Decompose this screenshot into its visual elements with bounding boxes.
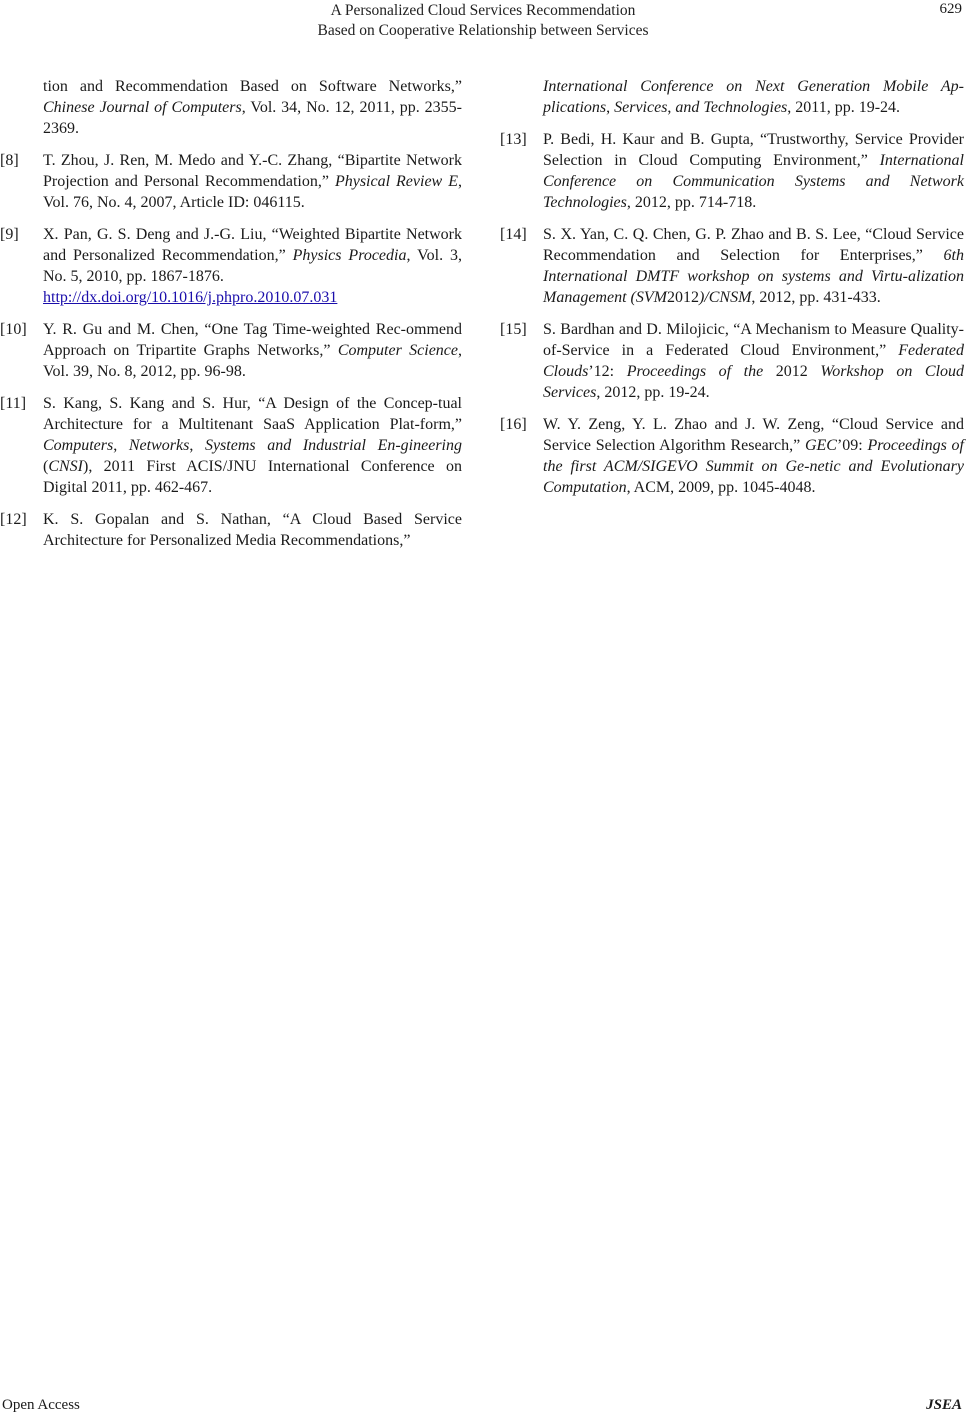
page-number: 629 bbox=[939, 1, 962, 17]
reference-16: [16] W. Y. Zeng, Y. L. Zhao and J. W. Zeng, “Cloud Service and Service Selection Algorithm Research,” GEC’09: Proceedings of the first ACM/SIGEVO Summit on Ge-netic and Evolutionary Computation, ACM, 2009, pp. 1045-4048. bbox=[500, 416, 964, 496]
reference-13: [13] P. Bedi, H. Kaur and B. Gupta, “Trustworthy, Service Provider Selection in Cloud Computing Environment,” International Conference on Communication Systems and Network Technologies, 2012, pp. 714-718. bbox=[500, 131, 964, 211]
running-title-line-2: Based on Cooperative Relationship between Services bbox=[317, 22, 649, 39]
reference-12-continuation: International Conference on Next Generation Mobile Ap-plications, Services, and Technologies, 2011, pp. 19-24. bbox=[543, 78, 964, 116]
reference-number: [16] bbox=[500, 416, 527, 433]
reference-9: [9] X. Pan, G. S. Deng and J.-G. Liu, “Weighted Bipartite Network and Personalized Recommendation,” Physics Procedia, Vol. 3, No. 5, 2010, pp. 1867-1876. http://dx.doi.org/10.1016/j.phpro.2010.07.031 bbox=[0, 226, 462, 306]
reference-number: [13] bbox=[500, 131, 527, 148]
reference-number: [10] bbox=[0, 321, 27, 338]
reference-number: [8] bbox=[0, 152, 19, 169]
reference-15: [15] S. Bardhan and D. Milojicic, “A Mechanism to Measure Quality-of-Service in a Federated Cloud Environment,” Federated Clouds’12: Proceedings of the 2012 Workshop on Cloud Services, 2012, pp. 19-24. bbox=[500, 321, 965, 401]
reference-continuation: tion and Recommendation Based on Software Networks,” Chinese Journal of Computers, Vol. 34, No. 12, 2011, pp. 2355-2369. bbox=[43, 78, 462, 137]
reference-number: [11] bbox=[0, 395, 27, 412]
reference-12: [12] K. S. Gopalan and S. Nathan, “A Cloud Based Service Architecture for Personalized Media Recommendations,” bbox=[0, 511, 462, 549]
reference-14: [14] S. X. Yan, C. Q. Chen, G. P. Zhao and B. S. Lee, “Cloud Service Recommendation and Selection for Enterprises,” 6th International DMTF workshop on systems and Virtu-alization Management (SVM2012)/CNSM, 2012, pp. 431-433. bbox=[500, 226, 964, 306]
reference-10: [10] Y. R. Gu and M. Chen, “One Tag Time-weighted Rec-ommend Approach on Tripartite Graphs Networks,” Computer Science, Vol. 39, No. 8, 2012, pp. 96-98. bbox=[0, 321, 462, 380]
reference-number: [9] bbox=[0, 226, 19, 243]
reference-column-left bbox=[0, 76, 462, 562]
reference-8: [8] T. Zhou, J. Ren, M. Medo and Y.-C. Zhang, “Bipartite Network Projection and Personal Recommendation,” Physical Review E, Vol. 76, No. 4, 2007, Article ID: 046115. bbox=[0, 152, 462, 211]
reference-column-right bbox=[500, 76, 964, 509]
reference-number: [12] bbox=[0, 511, 27, 528]
reference-number: [15] bbox=[500, 321, 527, 338]
footer-journal-abbrev: JSEA bbox=[926, 1397, 962, 1413]
footer-open-access: Open Access bbox=[2, 1397, 80, 1413]
doi-link[interactable]: http://dx.doi.org/10.1016/j.phpro.2010.07.031 bbox=[43, 289, 338, 306]
reference-11: [11] S. Kang, S. Kang and S. Hur, “A Design of the Concep-tual Architecture for a Multitenant SaaS Application Plat-form,” Computers, Networks, Systems and Industrial En-gineering (CNSI), 2011 First ACIS/JNU International Conference on Digital 2011, pp. 462-467. bbox=[0, 395, 462, 496]
running-title-line-1: A Personalized Cloud Services Recommendation bbox=[330, 2, 636, 19]
reference-number: [14] bbox=[500, 226, 527, 243]
